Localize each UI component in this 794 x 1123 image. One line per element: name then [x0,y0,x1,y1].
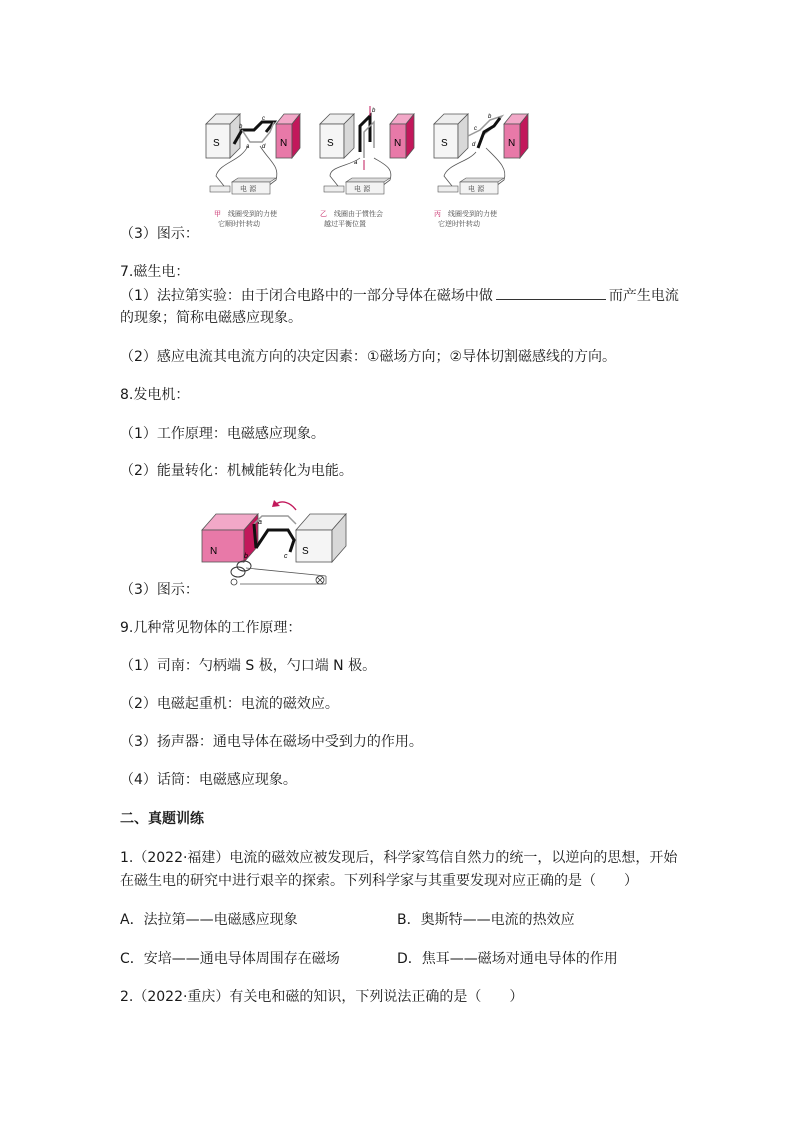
part2-title: 二、真题训练 [120,811,204,827]
coil-label-c: c [284,553,288,560]
caption-line2: 越过平衡位置 [324,220,366,228]
coil-label-b: b [244,553,248,560]
power-label: 电 源 [354,185,371,193]
caption-line1: 线圈受到的力使 [228,210,277,218]
svg-text:a: a [354,160,358,166]
section9-item2: （2）电磁起重机：电流的磁效应。 [120,696,339,712]
motor-principle-figure [200,102,540,234]
section9-item1: （1）司南：勺柄端 S 极，勺口端 N 极。 [120,658,377,674]
pole-left-label: S [213,138,220,149]
generator-figure [198,494,358,596]
pole-left-label: S [327,138,334,149]
pole-left-label: S [441,138,448,149]
svg-text:c: c [262,116,265,122]
q2-stem-line1: 2.（2022·重庆）有关电和磁的知识，下列说法正确的是（ ） [120,989,524,1005]
svg-text:b: b [239,124,243,130]
panel-tag: 丙 [434,210,441,218]
section8-item2: （2）能量转化：机械能转化为电能。 [120,463,353,479]
section7-item1-cont: 的现象；简称电磁感应现象。 [120,310,302,326]
section9-item3: （3）扬声器：通电导体在磁场中受到力的作用。 [120,734,423,750]
panel-bing [434,114,528,228]
item3-label-a: （3）图示： [120,226,199,242]
pole-right-label: N [394,138,402,149]
section9-item4: （4）话筒：电磁感应现象。 [120,772,297,788]
q1-stem-line2: 在磁生电的研究中进行艰辛的探索。下列科学家与其重要发现对应正确的是（ ） [120,873,638,889]
panel-tag: 甲 [214,210,221,218]
pole-right-label: N [280,138,288,149]
q1-option-d: D．焦耳——磁场对通电导体的作用 [397,951,618,967]
power-label: 电 源 [468,185,485,193]
caption-line1: 线圈由于惯性会 [334,210,383,218]
svg-text:b: b [372,108,376,114]
svg-text:c: c [474,126,477,132]
section7-item1 [120,285,679,306]
panel-yi [320,106,414,228]
caption-line2: 它逆时针转动 [438,220,480,228]
q1-option-a: A．法拉第——电磁感应现象 [120,912,298,928]
section9-title: 9.几种常见物体的工作原理： [120,620,302,636]
q1-stem-line1: 1.（2022·福建）电流的磁效应被发现后，科学家笃信自然力的统一，以逆向的思想，开始 [120,850,678,866]
svg-text:d: d [262,144,266,150]
panel-tag: 乙 [320,210,327,218]
fill-in-blank [496,285,606,300]
pole-n-label: N [210,546,218,557]
caption-line2: 它顺时针转动 [218,220,260,228]
q1-option-b: B．奥斯特——电流的热效应 [397,912,575,928]
coil-label-a: a [258,519,262,526]
power-label: 电 源 [240,185,257,193]
section8-title: 8.发电机： [120,387,190,403]
pole-s-label: S [302,546,309,557]
svg-text:d: d [472,142,476,148]
svg-text:b: b [488,114,492,120]
svg-text:a: a [246,144,250,150]
panel-jia [206,114,300,228]
pole-right-label: N [508,138,516,149]
caption-line1: 线圈受到的力使 [448,210,497,218]
section7-title: 7.磁生电： [120,264,190,280]
section7-item1-after: 而产生电流 [608,288,679,304]
section7-item2: （2）感应电流其电流方向的决定因素：①磁场方向；②导体切割磁感线的方向。 [120,349,617,365]
q1-option-c: C．安培——通电导体周围存在磁场 [120,951,340,967]
section7-item1-before: （1）法拉第实验：由于闭合电路中的一部分导体在磁场中做 [120,288,493,304]
section8-item1: （1）工作原理：电磁感应现象。 [120,426,325,442]
item3-label-b: （3）图示： [120,582,199,598]
